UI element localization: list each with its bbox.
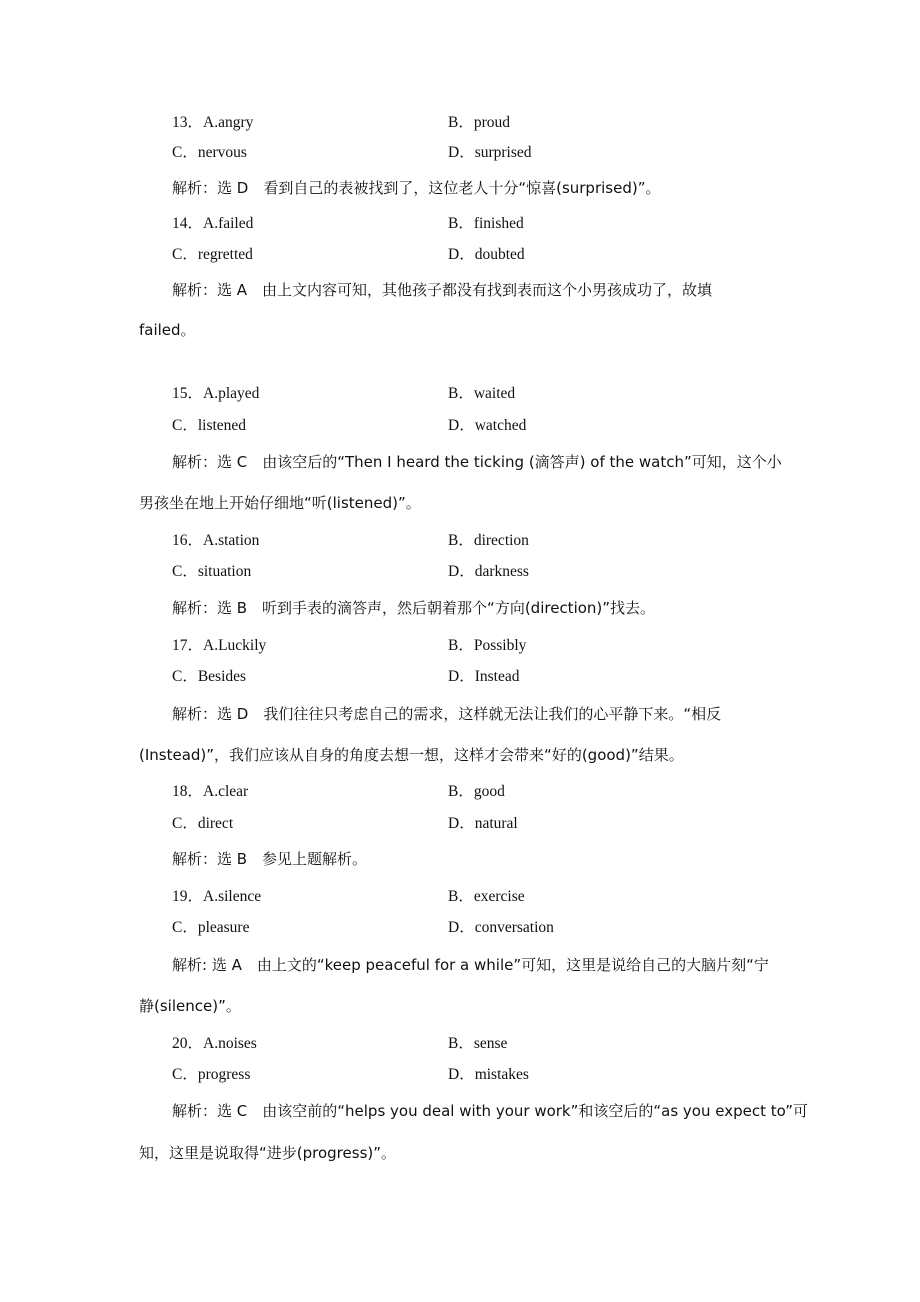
q19-option-b: B．exercise: [448, 888, 525, 905]
q14-option-a: 14．A.failed: [172, 215, 254, 232]
q14-option-c: C．regretted: [172, 246, 253, 263]
q18-option-b: B．good: [448, 783, 505, 800]
q14-analysis-continued: failed。: [139, 321, 196, 339]
q15-analysis: 解析：选 C 由该空后的“Then I heard the ticking (滴答声) of the watch”可知，这个小: [172, 453, 782, 471]
q16-option-c: C．situation: [172, 563, 252, 580]
q20-option-d: D．mistakes: [448, 1066, 529, 1083]
q16-analysis: 解析：选 B 听到手表的滴答声，然后朝着那个“方向(direction)”找去。: [172, 599, 656, 617]
q14-option-d: D．doubted: [448, 246, 525, 263]
q17-option-a: 17．A.Luckily: [172, 637, 267, 654]
q18-analysis: 解析：选 B 参见上题解析。: [172, 850, 368, 868]
q13-option-c: C．nervous: [172, 144, 247, 161]
q20-option-b: B．sense: [448, 1035, 508, 1052]
q19-analysis: 解析: 选 A 由上文的“keep peaceful for a while”可知，这里是说给自己的大脑片刻“宁: [172, 956, 769, 974]
q17-option-b: B．Possibly: [448, 637, 527, 654]
q13-option-d: D．surprised: [448, 144, 532, 161]
q15-analysis-continued: 男孩坐在地上开始仔细地“听(listened)”。: [139, 494, 421, 512]
q18-option-d: D．natural: [448, 815, 518, 832]
q14-option-b: B．finished: [448, 215, 524, 232]
q13-option-b: B．proud: [448, 114, 511, 131]
q20-option-a: 20．A.noises: [172, 1035, 257, 1052]
q17-option-c: C．Besides: [172, 668, 247, 685]
q20-analysis-continued: 知，这里是说取得“进步(progress)”。: [139, 1144, 397, 1162]
q15-option-a: 15．A.played: [172, 385, 260, 402]
q17-analysis-continued: (Instead)”，我们应该从自身的角度去想一想，这样才会带来“好的(good)”结果。: [139, 746, 684, 764]
q20-analysis: 解析：选 C 由该空前的“helps you deal with your work”和该空后的“as you expect to”可: [172, 1102, 809, 1120]
q19-option-d: D．conversation: [448, 919, 554, 936]
q19-option-c: C．pleasure: [172, 919, 250, 936]
q17-option-d: D．Instead: [448, 668, 520, 685]
q16-option-b: B．direction: [448, 532, 529, 549]
q15-option-b: B．waited: [448, 385, 516, 402]
q13-option-a: 13．A.angry: [172, 114, 254, 131]
q19-option-a: 19．A.silence: [172, 888, 262, 905]
q18-option-c: C．direct: [172, 815, 234, 832]
q19-analysis-continued: 静(silence)”。: [139, 997, 241, 1015]
q17-analysis: 解析：选 D 我们往往只考虑自己的需求，这样就无法让我们的心平静下来。“相反: [172, 705, 722, 723]
q20-option-c: C．progress: [172, 1066, 251, 1083]
q16-option-d: D．darkness: [448, 563, 529, 580]
q13-analysis: 解析：选 D 看到自己的表被找到了，这位老人十分“惊喜(surprised)”。: [172, 179, 661, 197]
q14-analysis: 解析：选 A 由上文内容可知，其他孩子都没有找到表而这个小男孩成功了，故填: [172, 281, 713, 299]
q16-option-a: 16．A.station: [172, 532, 260, 549]
q18-option-a: 18．A.clear: [172, 783, 249, 800]
q15-option-c: C．listened: [172, 417, 247, 434]
q15-option-d: D．watched: [448, 417, 527, 434]
